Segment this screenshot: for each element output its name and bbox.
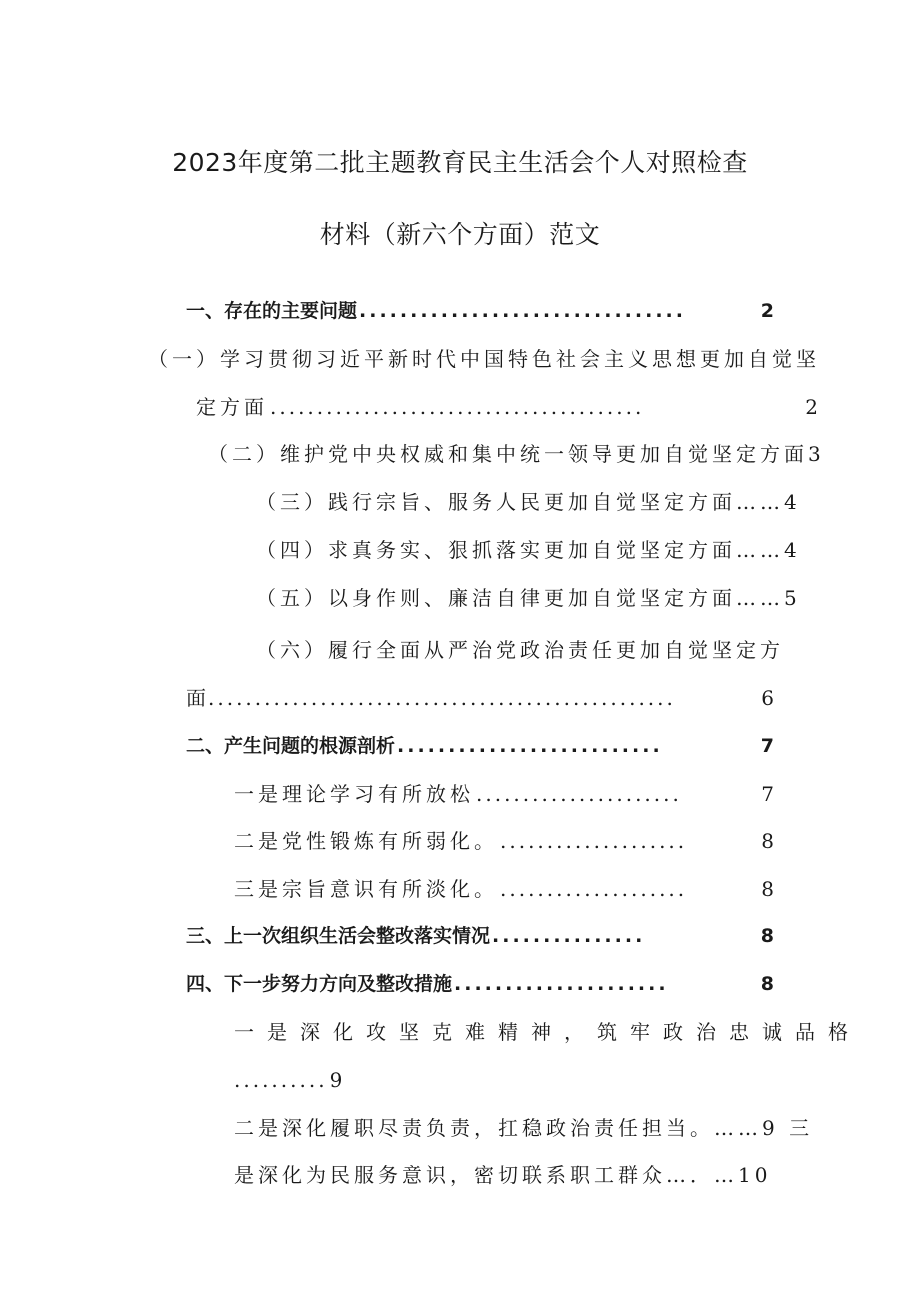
toc-page-number: 2 <box>760 300 774 322</box>
toc-page-number: 7 <box>760 735 774 757</box>
toc-label: 一、存在的主要问题 <box>186 300 358 322</box>
toc-leader: ..................... <box>454 973 669 995</box>
toc-label: 三是宗旨意识有所淡化。 <box>234 877 498 901</box>
toc-label: 面 <box>186 686 206 710</box>
toc-page-number: 7 <box>761 782 774 806</box>
toc-item-1-1[interactable] <box>196 393 818 421</box>
toc-leader: ................................ <box>359 300 686 322</box>
toc-item-2-1[interactable] <box>234 780 774 808</box>
toc-item-1-1-line1[interactable]: （一）学习贯彻习近平新时代中国特色社会主义思想更加自觉坚 <box>148 347 820 371</box>
toc-label: 四、下一步努力方向及整改措施 <box>186 973 453 995</box>
toc-page-number: 4 <box>784 538 797 562</box>
toc-page-number: 8 <box>761 877 774 901</box>
toc-page-number: 4 <box>784 490 797 514</box>
toc-label: （五）以身作则、廉洁自律更加自觉坚定方面…… <box>256 586 784 610</box>
toc-label: 定方面 <box>196 395 268 419</box>
toc-item-1-6[interactable] <box>186 684 774 712</box>
toc-item-1-4[interactable] <box>256 536 797 564</box>
toc-section-3[interactable] <box>186 922 774 950</box>
toc-leader: .................... <box>500 829 688 853</box>
toc-section-1[interactable] <box>186 297 774 325</box>
toc-leader: .................................................. <box>208 686 676 710</box>
toc-page-number: 3 <box>808 442 821 466</box>
toc-item-1-6-line1[interactable]: （六）履行全面从严治党政治责任更加自觉坚定方 <box>256 638 784 662</box>
document-title-line1: 2023年度第二批主题教育民主生活会个人对照检查 <box>172 148 748 177</box>
toc-item-4-1-line1[interactable]: 一是深化攻坚克难精神，筑牢政治忠诚品格 <box>234 1020 861 1044</box>
toc-label: 三、上一次组织生活会整改落实情况 <box>186 925 491 947</box>
toc-page-number: 8 <box>760 925 774 947</box>
toc-item-1-5[interactable] <box>256 584 797 612</box>
toc-leader: .................... <box>500 877 688 901</box>
toc-label: 二是党性锻炼有所弱化。 <box>234 829 498 853</box>
toc-leader: ........................................ <box>270 395 645 419</box>
toc-item-1-2[interactable] <box>208 440 821 468</box>
toc-item-2-2[interactable] <box>234 827 774 855</box>
toc-section-2[interactable] <box>186 732 774 760</box>
toc-leader: ............... <box>492 925 646 947</box>
toc-item-4-3[interactable]: 是深化为民服务意识，密切联系职工群众…．…10 <box>234 1163 772 1187</box>
toc-item-1-3[interactable] <box>256 488 797 516</box>
toc-page-number: 5 <box>784 586 797 610</box>
toc-section-4[interactable] <box>186 970 774 998</box>
toc-leader: ...................... <box>476 782 682 806</box>
toc-leader: .......................... <box>397 735 663 757</box>
toc-page-number: 8 <box>761 829 774 853</box>
document-title-line2: 材料（新六个方面）范文 <box>319 220 601 249</box>
toc-page-number: 2 <box>805 395 818 419</box>
toc-label: 一是理论学习有所放松 <box>234 782 474 806</box>
toc-page-number: 9 <box>329 1068 343 1092</box>
toc-label: 二、产生问题的根源剖析 <box>186 735 396 757</box>
toc-label: （二）维护党中央权威和集中统一领导更加自觉坚定方面 <box>208 442 808 466</box>
toc-item-2-3[interactable] <box>234 875 774 903</box>
toc-label: （三）践行宗旨、服务人民更加自觉坚定方面…… <box>256 490 784 514</box>
toc-page-number: 6 <box>761 686 774 710</box>
toc-label: （四）求真务实、狠抓落实更加自觉坚定方面…… <box>256 538 784 562</box>
toc-item-4-1[interactable] <box>234 1066 342 1094</box>
toc-item-4-2[interactable]: 二是深化履职尽责负责，扛稳政治责任担当。……9 三 <box>234 1116 814 1140</box>
toc-page-number: 8 <box>760 973 774 995</box>
toc-leader: .......... <box>234 1068 328 1092</box>
